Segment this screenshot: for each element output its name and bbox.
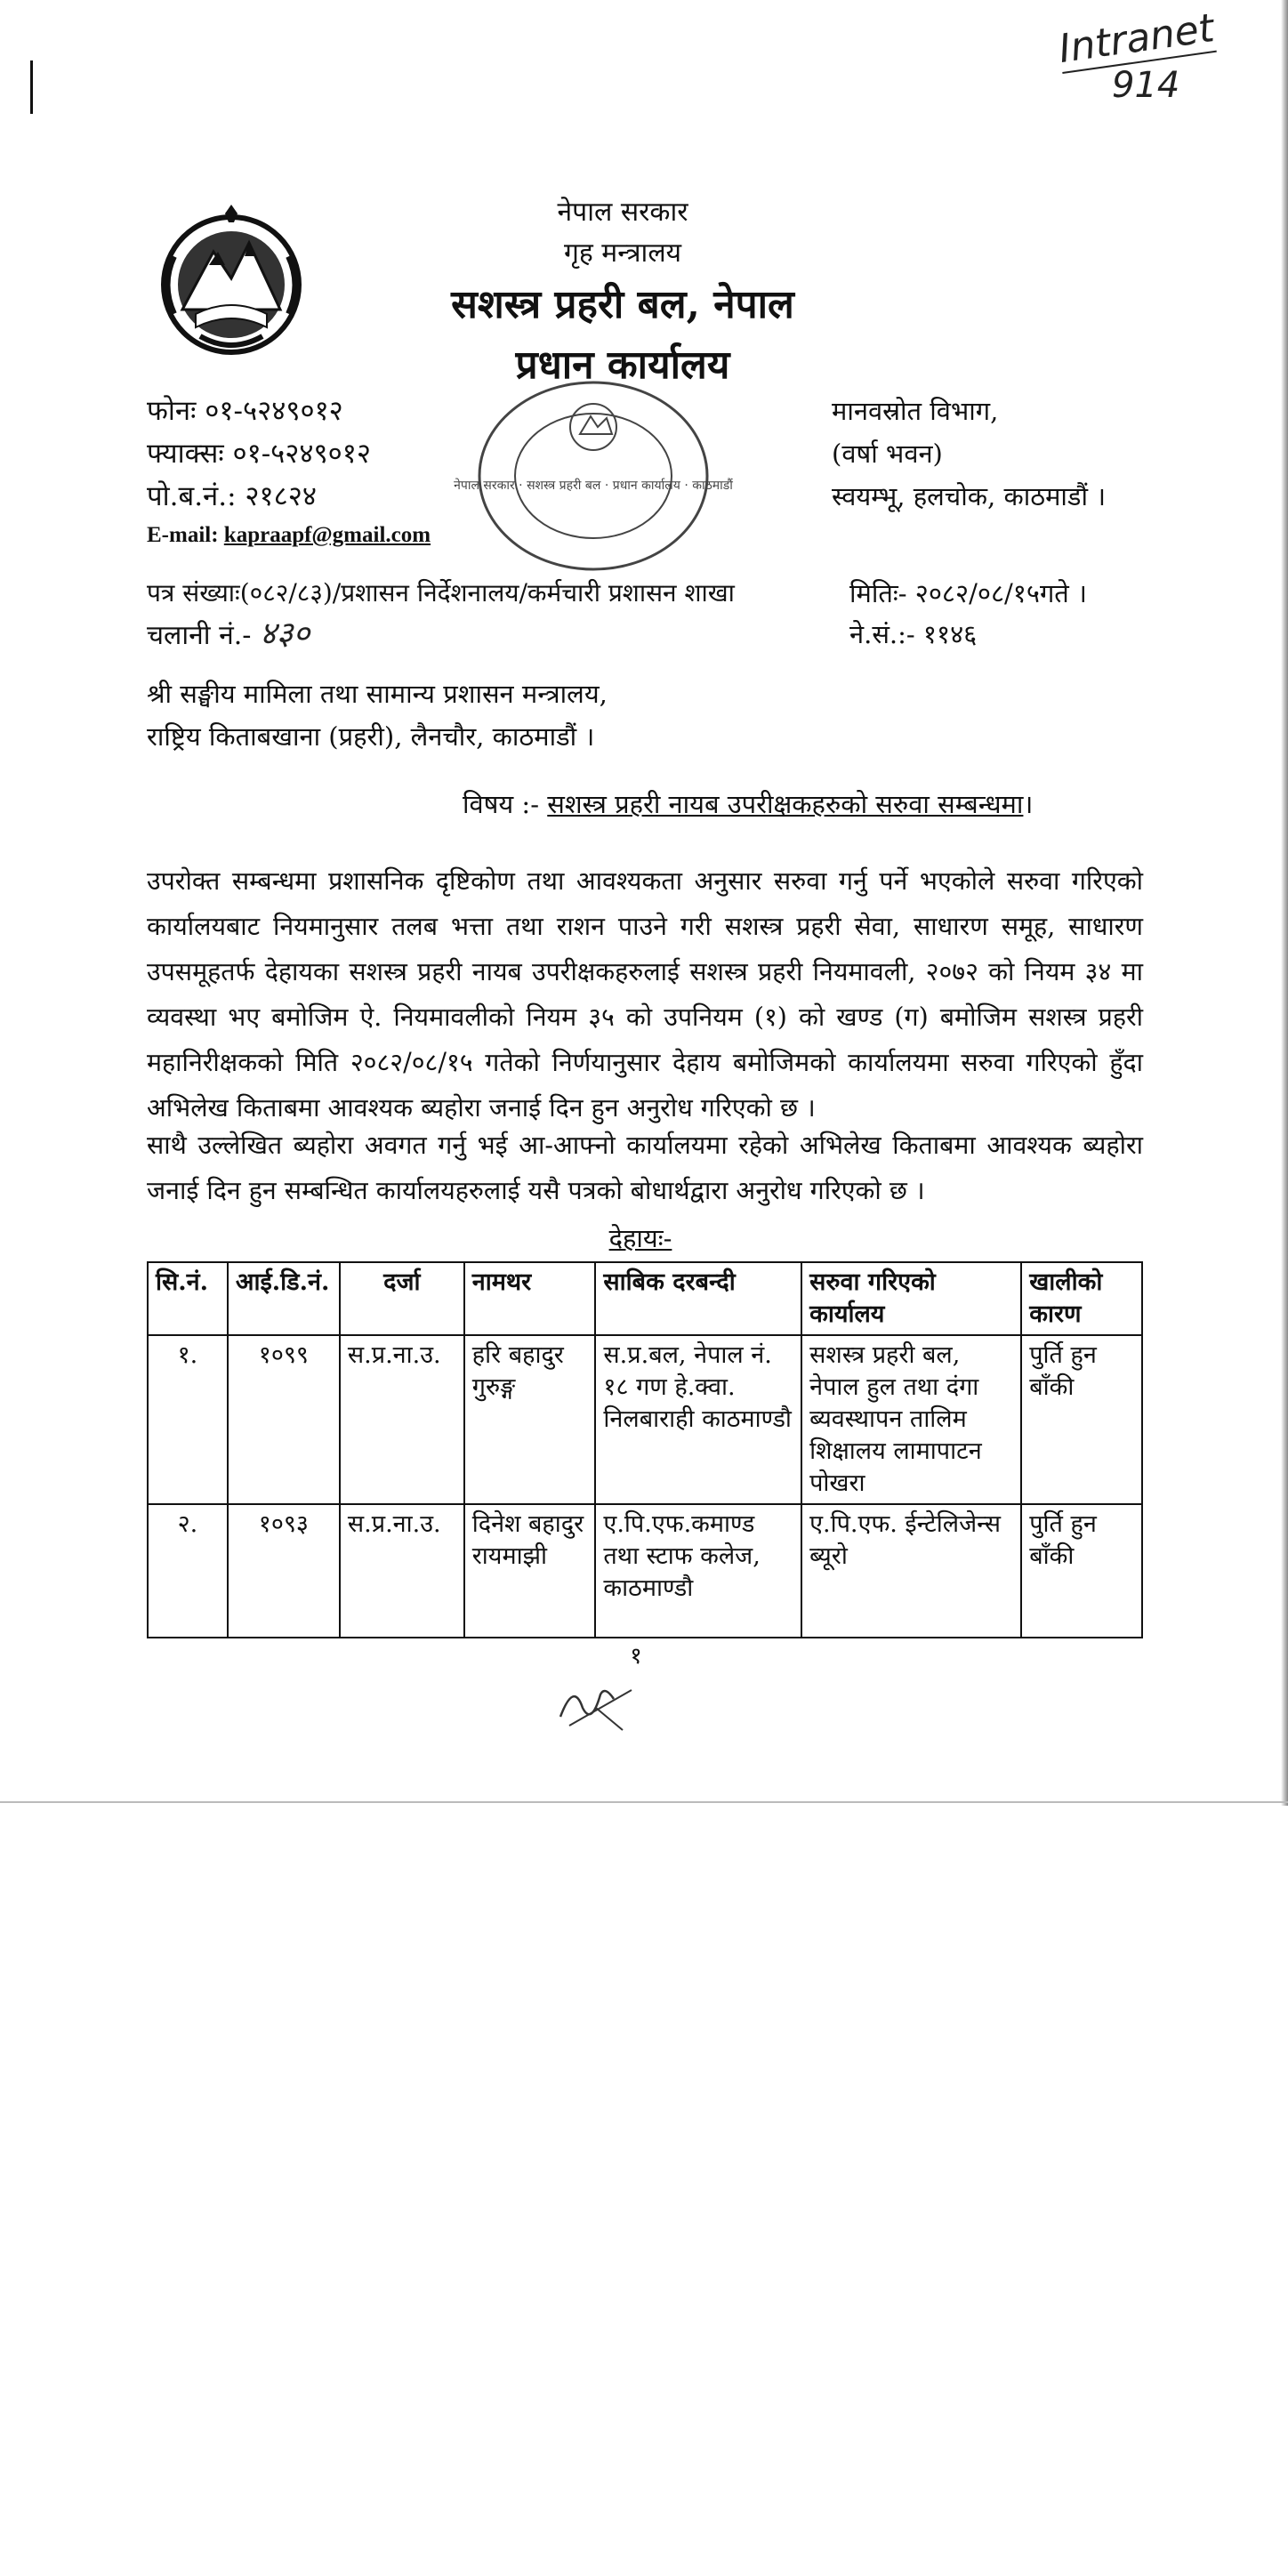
recipient-block [147,672,608,758]
col-header-transfer-office: सरुवा गरिएको कार्यालय [801,1262,1021,1335]
table-row [148,1335,1142,1504]
body-paragraph-1: उपरोक्त सम्बन्धमा प्रशासनिक दृष्टिकोण तथा आवश्यकता अनुसार सरुवा गर्नु पर्ने भएकोले सरुवा गरिएको कार्यालयबाट नियमानुसार तलब भत्ता तथा राशन पाउने गरी सशस्त्र प्रहरी सेवा, साधारण समूह, साधारण उपसमूहतर्फ देहायका सशस्त्र प्रहरी नायब उपरीक्षकहरुलाई सशस्त्र प्रहरी नियमावली, २०७२ को नियम ३४ मा व्यवस्था भए बमोजिम ऐ. नियमावलीको नियम ३५ को उपनियम (१) को खण्ड (ग) बमोजिम सशस्त्र प्रहरी महानिरीक्षकको मिति २०८२/०८/१५ गतेको निर्णयानुसार देहाय बमोजिमको कार्यालयमा सरुवा गरिएको हुँदा अभिलेख किताबमा आवश्यक ब्यहोरा जनाई दिन हुन अनुरोध गरिएको छ । [147,866,1143,1123]
dispatch-number [147,612,310,658]
body-paragraph-2: साथै उल्लेखित ब्यहोरा अवगत गर्नु भई आ-आफ्नो कार्यालयमा रहेको अभिलेख किताबमा आवश्यक ब्यहोरा जनाई दिन हुन सम्बन्धित कार्यालयहरुलाई यसै पत्रको बोधार्थद्वारा अनुरोध गरिएको छ । [147,1131,1143,1205]
cell-vacancy-reason: पुर्ति हुन बाँकी [1021,1504,1142,1638]
po-box: पो.ब.नं.: २१८२४ [147,480,318,512]
table-header-row [148,1262,1142,1335]
cell-rank: स.प्र.ना.उ. [340,1335,464,1504]
dispatch-label: चलानी नं.- [147,620,252,651]
table-title: देहायः- [608,1223,672,1253]
cell-id: १०९९ [228,1335,340,1504]
col-header-id: आई.डि.नं. [228,1262,340,1335]
scan-bottom-edge [0,1801,1288,1803]
col-header-vacancy-reason: खालीको कारण [1021,1262,1142,1335]
office-location: स्वयम्भू, हलचोक, काठमाडौं । [832,481,1107,511]
handwritten-note-line1: Intranet [1056,5,1217,72]
handwritten-note-line2: 914 [1112,65,1180,106]
subject-line [463,786,1033,821]
cell-serial: २. [148,1504,228,1638]
cell-name: दिनेश बहादुर रायमाझी [464,1504,596,1638]
transfer-table [147,1261,1143,1638]
recipient-line1: श्री सङ्घीय मामिला तथा सामान्य प्रशासन मन्त्रालय, [147,679,608,709]
cell-transfer-office: ए.पि.एफ. ईन्टेलिजेन्स ब्यूरो [801,1504,1021,1638]
dispatch-value: ४३० [260,616,310,652]
letter-date: मितिः- २०८२/०८/१५गते । [849,578,1088,608]
scan-edge-shadow [1281,0,1288,1806]
subject-end: । [1023,789,1034,819]
nepal-emblem-icon [147,203,316,361]
letter-number: पत्र संख्याः(०८२/८३)/प्रशासन निर्देशनालय/कर्मचारी प्रशासन शाखा [147,578,735,608]
cell-name: हरि बहादुर गुरुङ्ग [464,1335,596,1504]
subject-text: सशस्त्र प्रहरी नायब उपरीक्षकहरुको सरुवा सम्बन्धमा [547,789,1024,819]
email-label: E-mail: [147,523,224,547]
contact-right [832,390,1106,518]
subject-label: विषय :- [463,789,548,819]
margin-pen-mark [30,60,33,114]
cell-vacancy-reason: पुर्ति हुन बाँकी [1021,1335,1142,1504]
email-row [147,518,431,553]
cell-transfer-office: सशस्त्र प्रहरी बल, नेपाल हुल तथा दंगा ब्यवस्थापन तालिम शिक्षालय लामापाटन पोखरा [801,1335,1021,1504]
nepal-sambat: ने.सं.:- ११४६ [849,619,978,649]
recipient-line2: राष्ट्रिय किताबखाना (प्रहरी), लैनचौर, काठमाडौं । [147,721,595,752]
header-ministry: गृह मन्त्रालय [563,237,682,269]
handwritten-note [1056,5,1263,106]
cell-rank: स.प्र.ना.उ. [340,1504,464,1638]
stamp-text: नेपाल सरकार · सशस्त्र प्रहरी बल · प्रधान कार्यालय · काठमाडौं [454,479,733,493]
fax-number: फ्याक्सः ०१-५२४९०१२ [147,438,372,470]
page-number: १ [630,1643,642,1670]
building-name: (वर्षा भवन) [832,439,943,469]
cell-previous-post: ए.पि.एफ.कमाण्ड तथा स्टाफ कलेज, काठमाण्डौ [595,1504,801,1638]
phone-number: फोनः ०१-५२४९०१२ [147,395,343,427]
col-header-previous-post: साबिक दरबन्दी [595,1262,801,1335]
contact-left [147,390,431,553]
office-name: प्रधान कार्यालय [515,342,730,388]
email-link[interactable]: kapraapf@gmail.com [223,523,431,547]
cell-id: १०९३ [228,1504,340,1638]
department-name: मानवस्रोत विभाग, [832,396,999,426]
signature-mark [551,1672,640,1735]
table-row [148,1504,1142,1638]
col-header-rank: दर्जा [340,1262,464,1335]
office-stamp [454,374,733,578]
cell-serial: १. [148,1335,228,1504]
cell-previous-post: स.प्र.बल, नेपाल नं. १८ गण हे.क्वा. निलबाराही काठमाण्डौ [595,1335,801,1504]
header-govt: नेपाल सरकार [557,197,688,228]
col-header-serial: सि.नं. [148,1262,228,1335]
org-name: सशस्त्र प्रहरी बल, नेपाल [451,282,794,327]
col-header-name: नामथर [464,1262,596,1335]
